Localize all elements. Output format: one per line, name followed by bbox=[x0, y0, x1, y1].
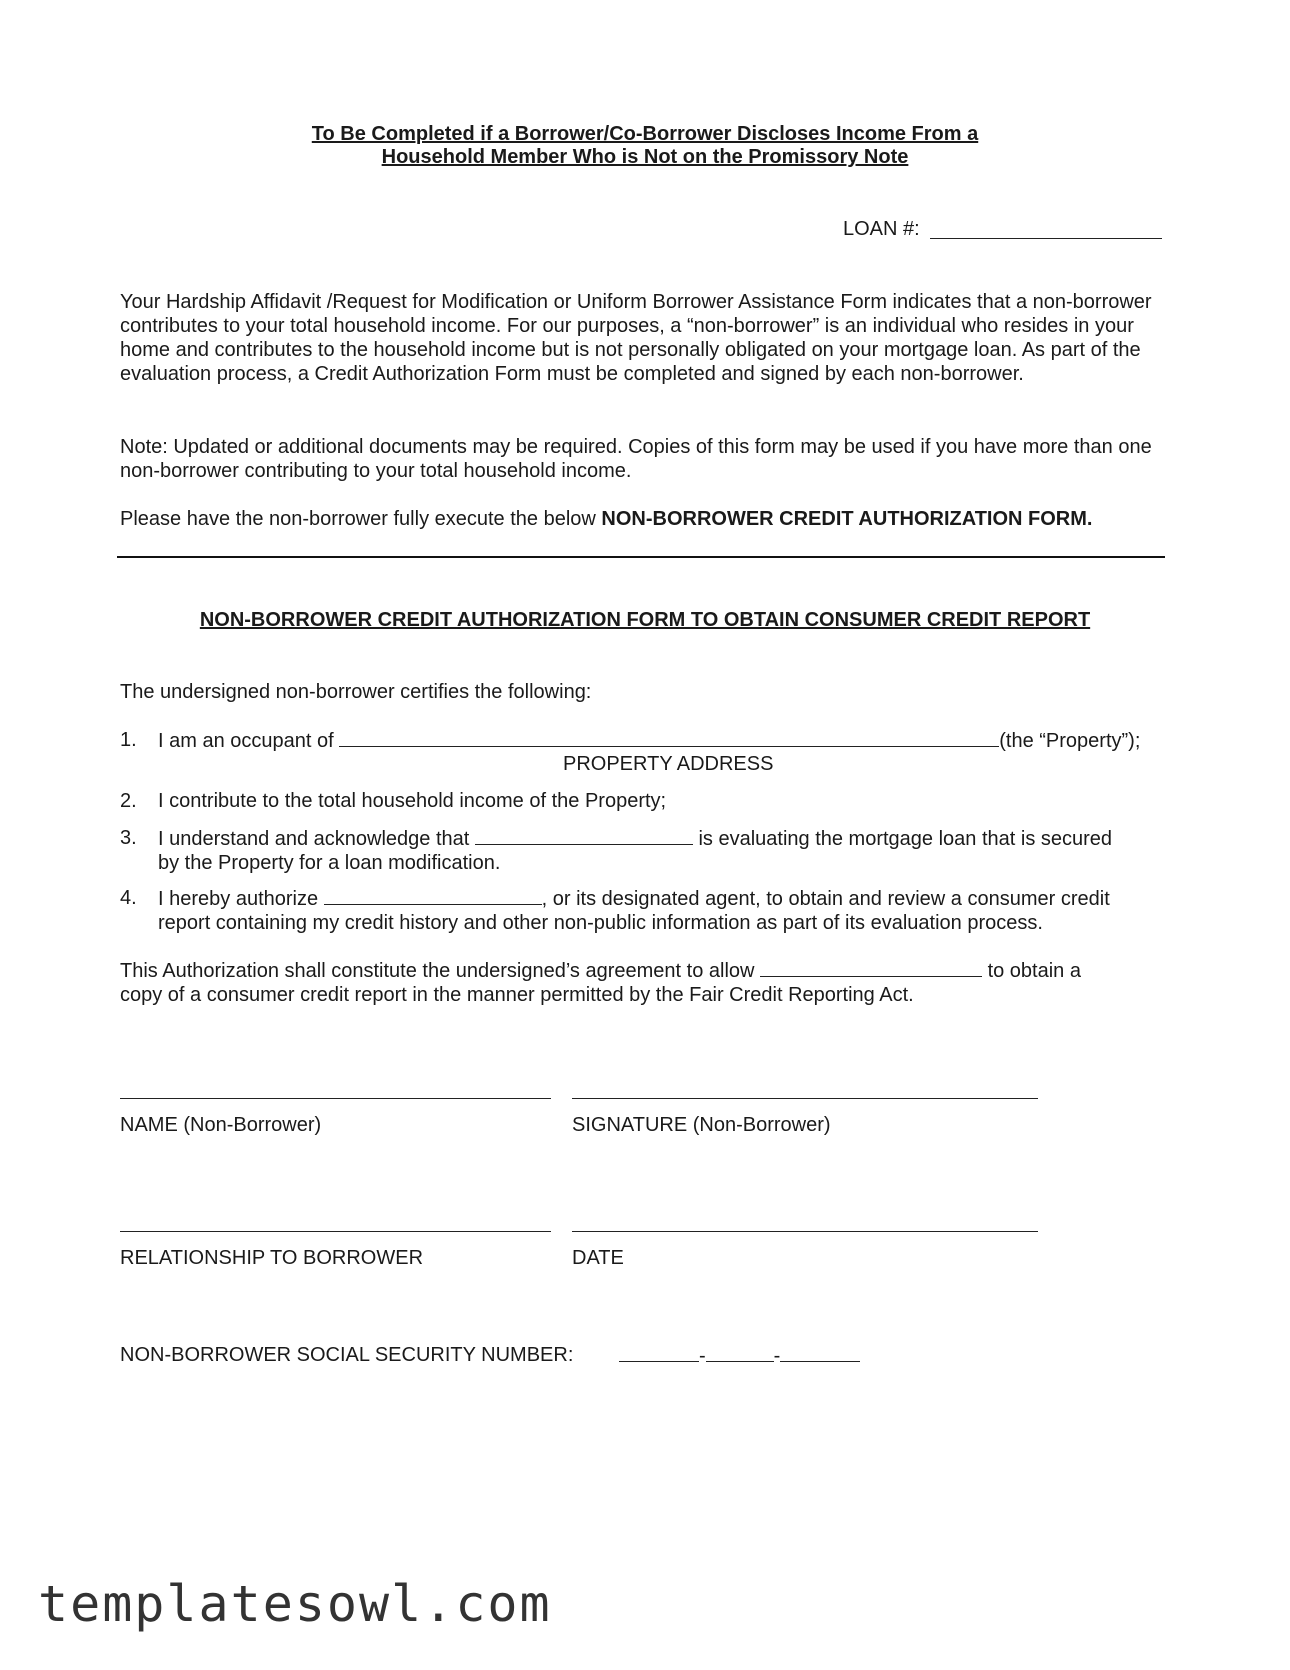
signature-field[interactable] bbox=[572, 1098, 1038, 1099]
header-title-line2: Household Member Who is Not on the Promissory Note bbox=[381, 146, 909, 168]
property-address-caption: PROPERTY ADDRESS bbox=[563, 753, 774, 775]
ssn-part3[interactable] bbox=[780, 1343, 860, 1362]
item-number: 3. bbox=[120, 827, 137, 849]
form-title: NON-BORROWER CREDIT AUTHORIZATION FORM TO OBTAIN CONSUMER CREDIT REPORT bbox=[199, 609, 1091, 631]
instruction-paragraph: Please have the non-borrower fully execute the below NON-BORROWER CREDIT AUTHORIZATION FORM. bbox=[120, 508, 1093, 530]
watermark-logo: templatesowl.com bbox=[38, 1575, 552, 1633]
intro-paragraph: Your Hardship Affidavit /Request for Modification or Uniform Borrower Assistance Form indicates that a non-borrower contributes to your total household income. For our purposes, a “non-borrower” is an individual who resides in your home and contributes to the household income but is not personally obligated on your mortgage loan. As part of the evaluation process, a Credit Authorization Form must be completed and signed by each non-borrower. bbox=[120, 291, 1152, 385]
section-divider bbox=[117, 556, 1165, 558]
name-field[interactable] bbox=[120, 1098, 551, 1099]
ssn-field[interactable]: - - bbox=[619, 1343, 860, 1368]
authorization-paragraph: This Authorization shall constitute the undersigned’s agreement to allow to obtain a copy of a consumer credit report in the manner permitted by the Fair Credit Reporting Act. bbox=[120, 960, 1081, 1006]
authorized-party-field[interactable] bbox=[324, 886, 542, 905]
name-label: NAME (Non-Borrower) bbox=[120, 1114, 322, 1136]
note-paragraph: Note: Updated or additional documents may be required. Copies of this form may be used if you have more than one non-borrower contributing to your total household income. bbox=[120, 436, 1152, 482]
ssn-label: NON-BORROWER SOCIAL SECURITY NUMBER: bbox=[120, 1344, 574, 1366]
relationship-label: RELATIONSHIP TO BORROWER bbox=[120, 1247, 424, 1269]
loan-number-field[interactable] bbox=[930, 238, 1162, 239]
property-address-field[interactable] bbox=[339, 728, 999, 747]
relationship-field[interactable] bbox=[120, 1231, 551, 1232]
item-number: 4. bbox=[120, 887, 137, 909]
ssn-part2[interactable] bbox=[706, 1343, 774, 1362]
date-field[interactable] bbox=[572, 1231, 1038, 1232]
list-item: 3. I understand and acknowledge that is evaluating the mortgage loan that is secured by the Property for a loan modification. bbox=[120, 827, 1113, 874]
list-item: 1. I am an occupant of (the “Property”); bbox=[120, 729, 1141, 752]
evaluator-name-field[interactable] bbox=[475, 826, 693, 845]
item-number: 2. bbox=[120, 790, 137, 812]
authorization-party-field[interactable] bbox=[760, 958, 982, 977]
loan-number-label: LOAN #: bbox=[843, 218, 920, 240]
signature-label: SIGNATURE (Non-Borrower) bbox=[572, 1114, 831, 1136]
date-label: DATE bbox=[572, 1247, 624, 1269]
list-item: 2. I contribute to the total household income of the Property; bbox=[120, 790, 667, 812]
certifies-statement: The undersigned non-borrower certifies the following: bbox=[120, 681, 592, 703]
header-title-line1: To Be Completed if a Borrower/Co-Borrower Discloses Income From a bbox=[311, 123, 979, 145]
ssn-part1[interactable] bbox=[619, 1343, 699, 1362]
list-item: 4. I hereby authorize , or its designated agent, to obtain and review a consumer credit report containing my credit history and other non-public information as part of its evaluation process. bbox=[120, 887, 1110, 934]
item-number: 1. bbox=[120, 729, 137, 751]
